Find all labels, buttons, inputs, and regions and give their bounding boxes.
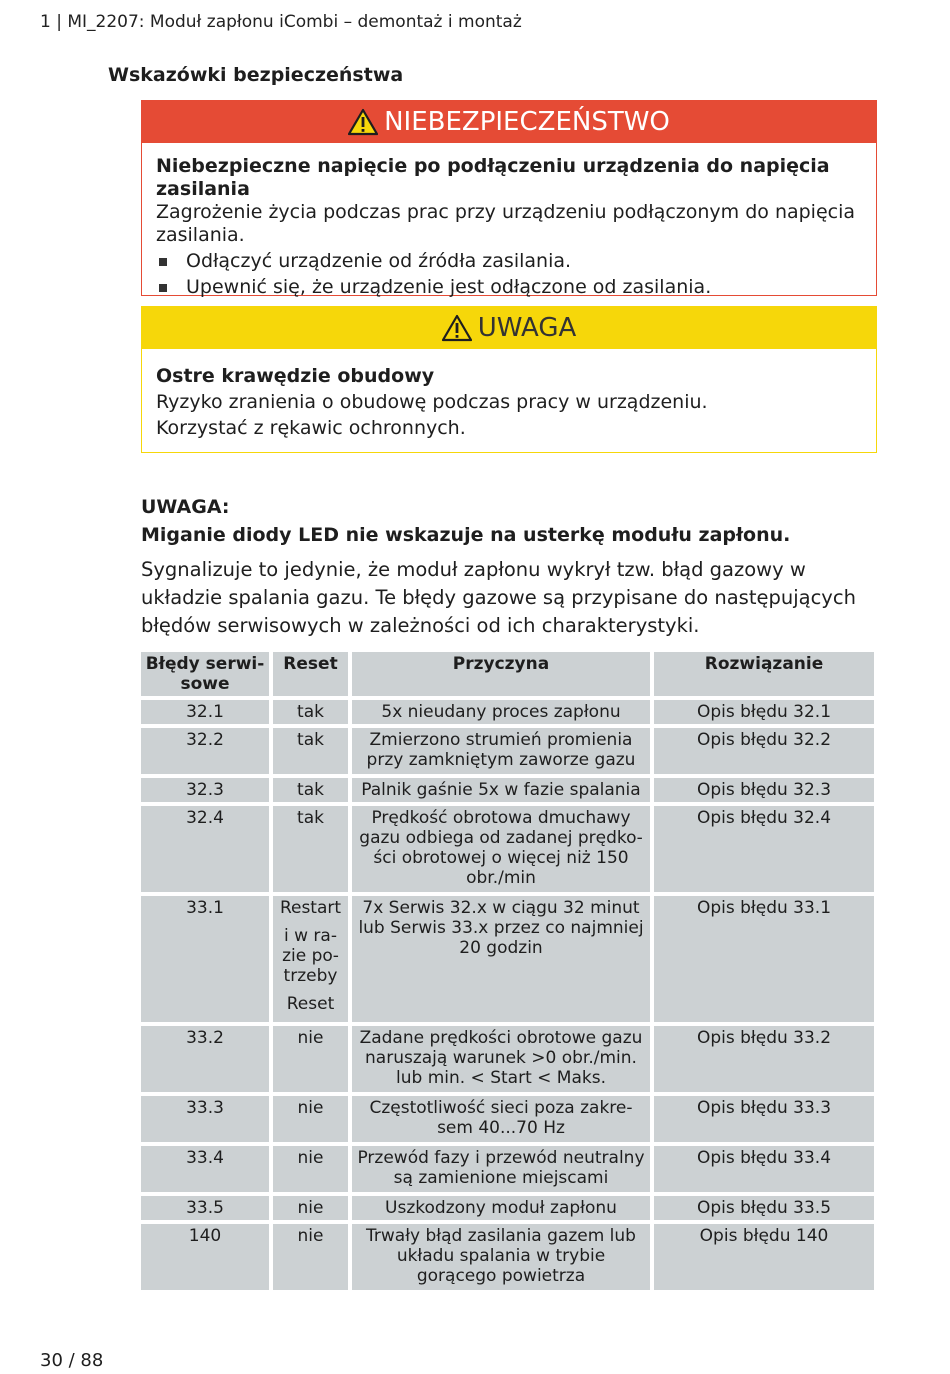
- caution-banner: [142, 307, 876, 349]
- cell-solution: Opis błędu 32.4: [654, 806, 874, 892]
- service-errors-table: [137, 648, 878, 1294]
- table-row: [141, 1026, 874, 1092]
- cell-reset: tak: [273, 806, 348, 892]
- cell-solution: Opis błędu 32.3: [654, 778, 874, 802]
- cell-reset: tak: [273, 778, 348, 802]
- table-row: [141, 1096, 874, 1142]
- table-row: [141, 778, 874, 802]
- table-row: [141, 1224, 874, 1290]
- table-row: [141, 728, 874, 774]
- cell-solution: Opis błędu 33.5: [654, 1196, 874, 1220]
- cell-code: 33.2: [141, 1026, 269, 1092]
- column-header: Rozwiązanie: [654, 652, 874, 696]
- column-header: Przyczyna: [352, 652, 650, 696]
- cell-code: 32.1: [141, 700, 269, 724]
- danger-banner: [142, 101, 876, 143]
- list-item: Odłączyć urządzenie od źródła zasilania.: [156, 250, 862, 273]
- column-header: Reset: [273, 652, 348, 696]
- cell-cause: Przewód fazy i przewód neutralny są zamienione miejscami: [352, 1146, 650, 1192]
- caution-label: UWAGA: [477, 313, 577, 343]
- note-subtitle: Miganie diody LED nie wskazuje na usterkę modułu zapłonu.: [141, 524, 791, 546]
- warning-icon: [442, 314, 472, 342]
- cell-reset: nie: [273, 1196, 348, 1220]
- table-row: [141, 1196, 874, 1220]
- table-row: [141, 1146, 874, 1192]
- cell-cause: Prędkość obrotowa dmuchawy gazu odbiega od zadanej prędkości obrotowej o więcej niż 150 obr./min: [352, 806, 650, 892]
- section-title: Wskazówki bezpieczeństwa: [108, 64, 404, 86]
- reset-line: Reset: [286, 994, 335, 1014]
- cell-cause: Częstotliwość sieci poza zakresem 40...70 Hz: [352, 1096, 650, 1142]
- table-row: [141, 806, 874, 892]
- bullet-icon: [159, 258, 167, 266]
- cell-cause: Zadane prędkości obrotowe gazu naruszają warunek >0 obr./min. lub min. < Start < Maks.: [352, 1026, 650, 1092]
- reset-line: i w razie potrzeby: [282, 926, 339, 986]
- column-header: Błędy serwisowe: [141, 652, 269, 696]
- cell-solution: Opis błędu 33.1: [654, 896, 874, 1022]
- cell-reset: nie: [273, 1026, 348, 1092]
- cell-code: 33.1: [141, 896, 269, 1022]
- reset-line: Restart: [279, 898, 342, 918]
- caution-heading: Ostre krawędzie obudowy: [156, 365, 435, 387]
- note-text: Sygnalizuje to jedynie, że moduł zapłonu wykrył tzw. błąd gazowy w układzie spalania gazu. Te błędy gazowe są przypisane do następujących błędów serwisowych w zależności od ich charakterystyki.: [141, 558, 856, 637]
- cell-cause: Palnik gaśnie 5x w fazie spalania: [352, 778, 650, 802]
- warning-icon: [348, 108, 378, 136]
- danger-text: Zagrożenie życia podczas prac przy urządzeniu podłączonym do napięcia zasilania.: [156, 201, 856, 246]
- cell-reset: nie: [273, 1146, 348, 1192]
- danger-heading: Niebezpieczne napięcie po podłączeniu urządzenia do napięcia zasilania: [156, 155, 830, 200]
- danger-label: NIEBEZPIECZEŃSTWO: [384, 107, 670, 137]
- table-row: [141, 700, 874, 724]
- cell-code: 32.3: [141, 778, 269, 802]
- cell-solution: Opis błędu 33.2: [654, 1026, 874, 1092]
- cell-cause: Zmierzono strumień promienia przy zamkniętym zaworze gazu: [352, 728, 650, 774]
- cell-reset: nie: [273, 1224, 348, 1290]
- page-number: 30 / 88: [40, 1350, 104, 1371]
- cell-solution: Opis błędu 33.4: [654, 1146, 874, 1192]
- bullet-icon: [159, 284, 167, 292]
- caution-line: Korzystać z rękawic ochronnych.: [156, 417, 466, 439]
- list-item: Upewnić się, że urządzenie jest odłączone od zasilania.: [156, 276, 862, 299]
- cell-code: 33.4: [141, 1146, 269, 1192]
- cell-solution: Opis błędu 33.3: [654, 1096, 874, 1142]
- cell-cause: Uszkodzony moduł zapłonu: [352, 1196, 650, 1220]
- cell-code: 140: [141, 1224, 269, 1290]
- page-header: 1 | MI_2207: Moduł zapłonu iCombi – demontaż i montaż: [40, 12, 522, 32]
- cell-reset: [273, 896, 348, 1022]
- cell-reset: nie: [273, 1096, 348, 1142]
- cell-reset: tak: [273, 728, 348, 774]
- danger-notice: [141, 100, 877, 296]
- cell-code: 32.2: [141, 728, 269, 774]
- note-title: UWAGA:: [141, 496, 230, 518]
- cell-solution: Opis błędu 140: [654, 1224, 874, 1290]
- cell-cause: Trwały błąd zasilania gazem lub układu spalania w trybie gorącego powietrza: [352, 1224, 650, 1290]
- cell-code: 32.4: [141, 806, 269, 892]
- table-row: [141, 896, 874, 1022]
- cell-code: 33.3: [141, 1096, 269, 1142]
- cell-cause: 7x Serwis 32.x w ciągu 32 minut lub Serwis 33.x przez co najmniej 20 godzin: [352, 896, 650, 1022]
- cell-solution: Opis błędu 32.1: [654, 700, 874, 724]
- cell-code: 33.5: [141, 1196, 269, 1220]
- table-header-row: [141, 652, 874, 696]
- cell-reset: tak: [273, 700, 348, 724]
- cell-solution: Opis błędu 32.2: [654, 728, 874, 774]
- cell-cause: 5x nieudany proces zapłonu: [352, 700, 650, 724]
- caution-line: Ryzyko zranienia o obudowę podczas pracy w urządzeniu.: [156, 391, 708, 413]
- caution-notice: [141, 306, 877, 453]
